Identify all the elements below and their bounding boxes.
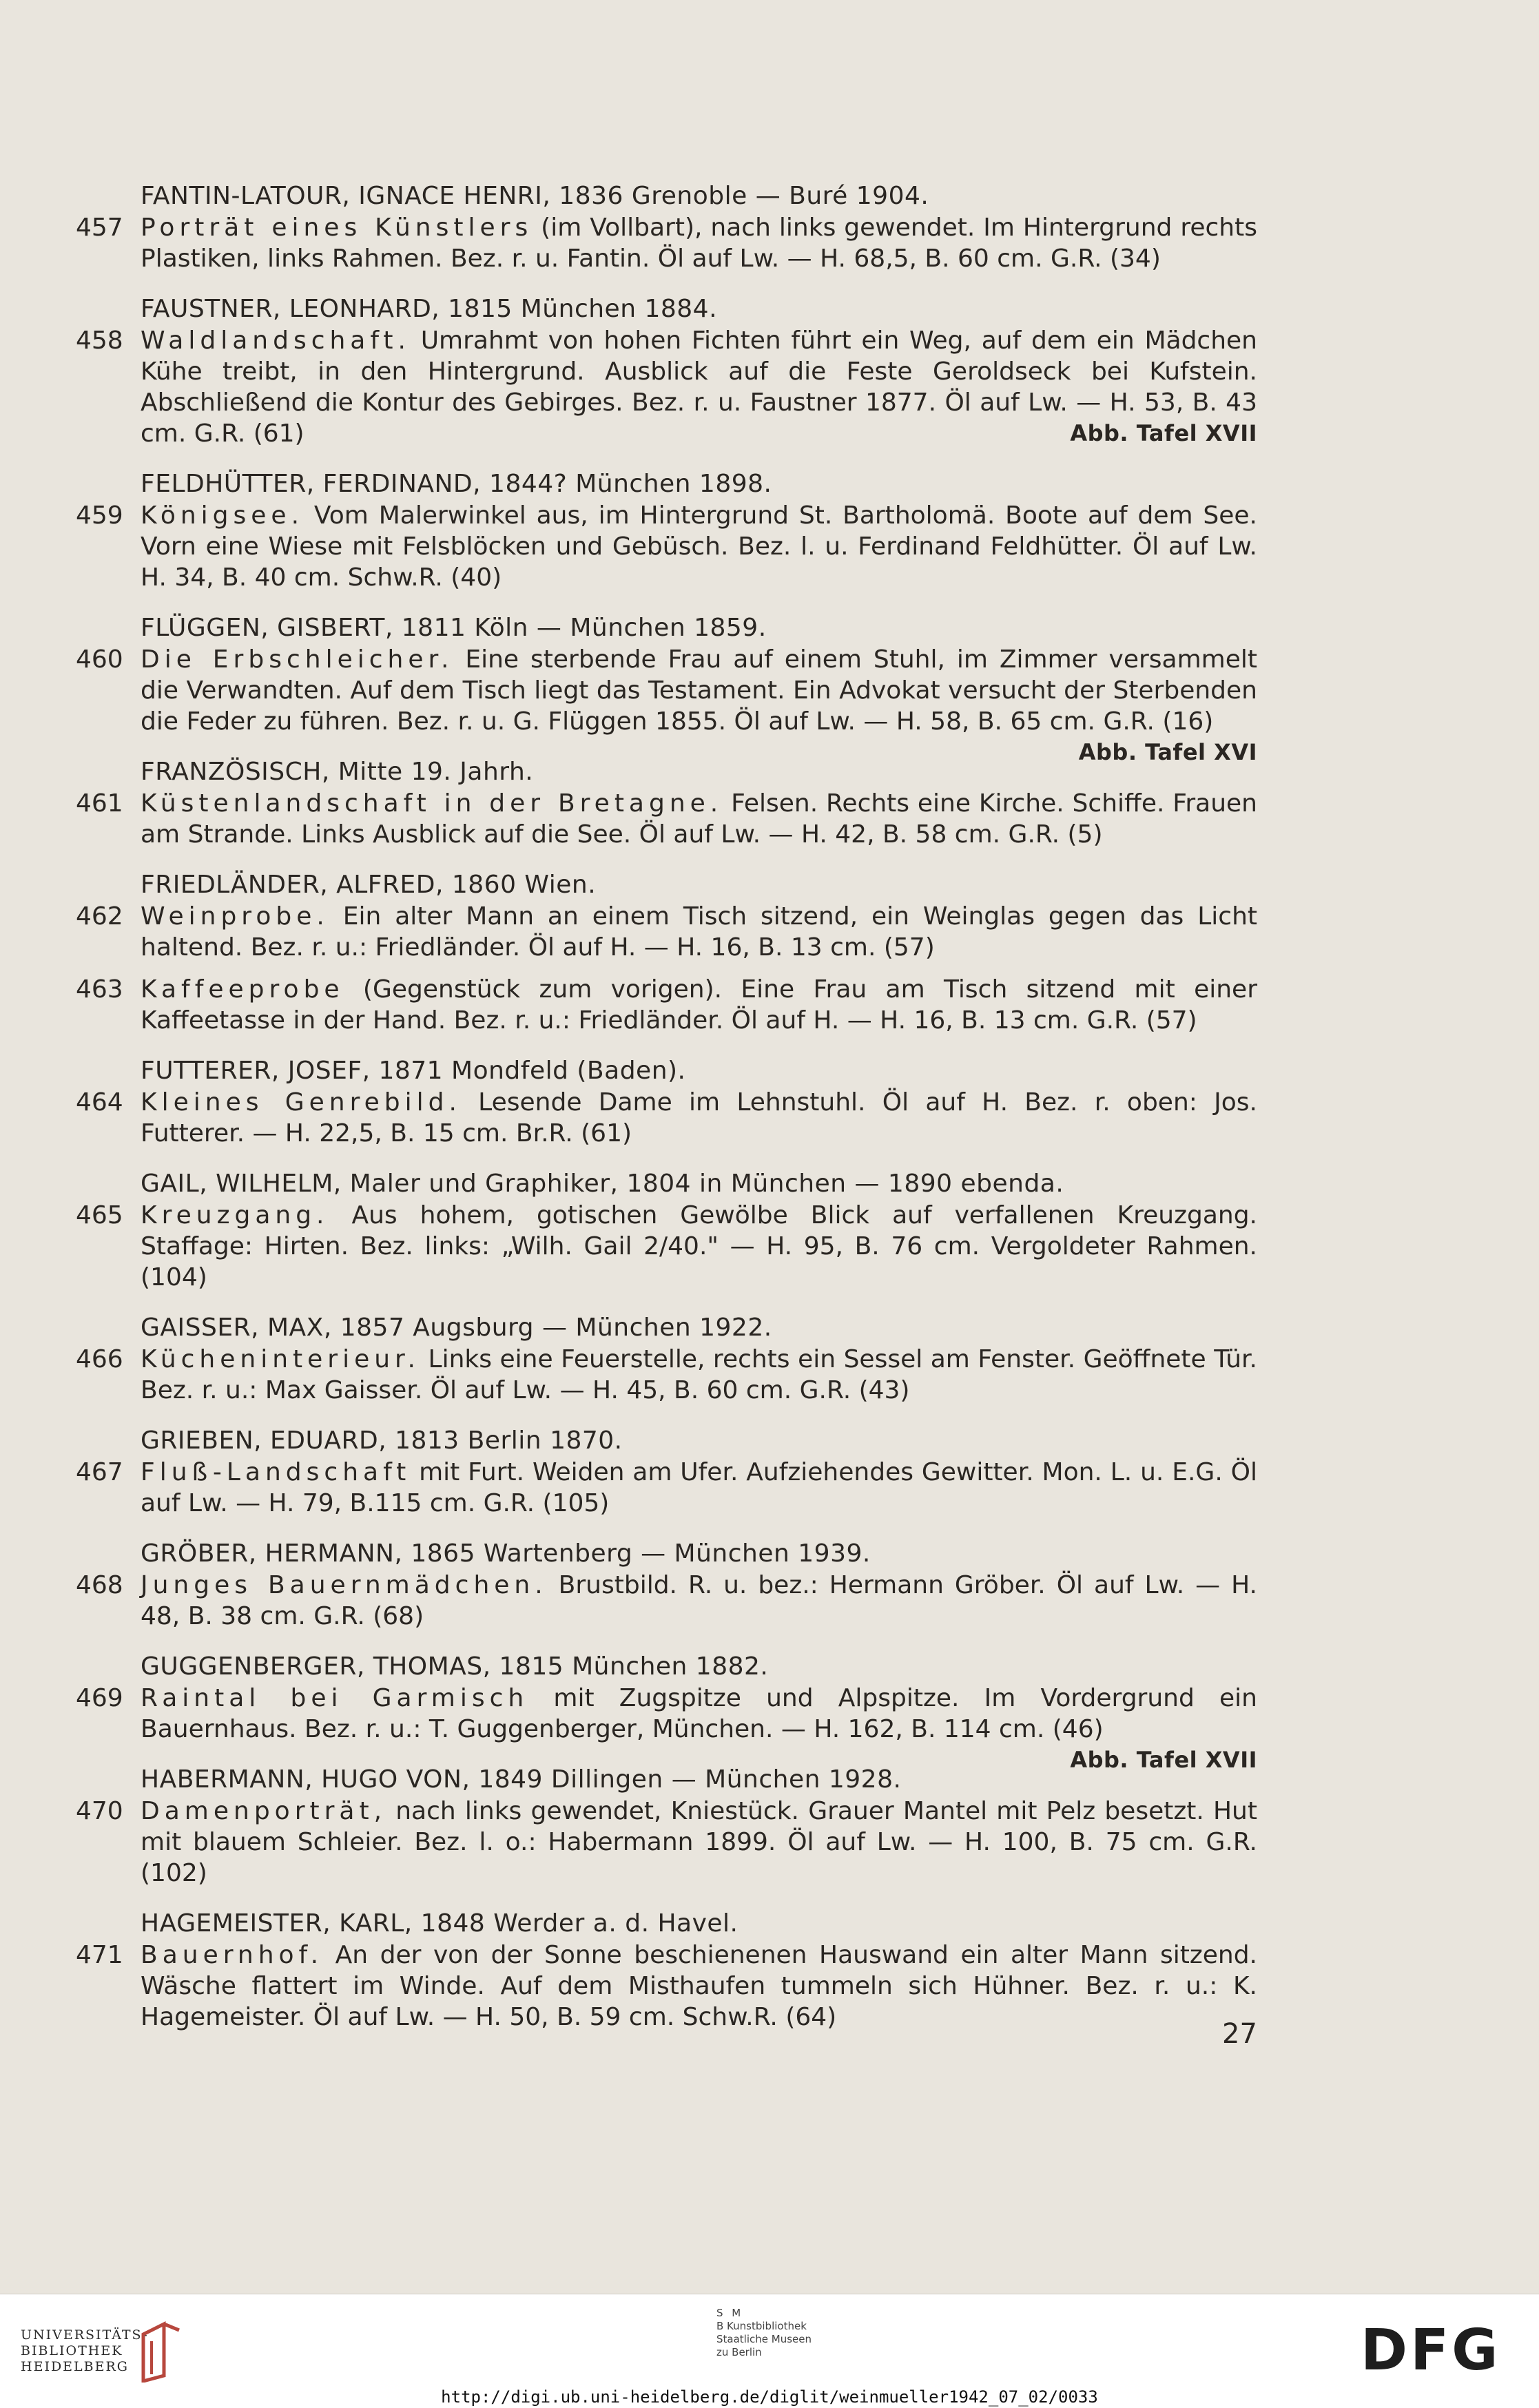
lot-number: 463 [76, 975, 123, 1004]
heidelberg-mark-icon [136, 2321, 185, 2383]
lot-title: Küstenlandschaft in der Bretagne. [141, 789, 723, 818]
artist-heading: GUGGENBERGER, THOMAS, 1815 München 1882. [141, 1652, 769, 1681]
lot-number: 466 [76, 1345, 123, 1373]
catalog-entry [76, 1538, 1257, 1632]
artist-heading: FELDHÜTTER, FERDINAND, 1844? München 1898. [141, 470, 772, 498]
lot-text: (Gegenstück zum vorigen). Eine Frau am Tisch sitzend mit einer Kaffeetasse in der Hand. Bez. r. u.: Friedländer. Öl auf H. — H. 16, B. 13 cm. G.R. (57) [141, 975, 1257, 1035]
artist-heading: GRÖBER, HERMANN, 1865 Wartenberg — München 1939. [141, 1539, 871, 1568]
page-number: 27 [1222, 2018, 1257, 2050]
plate-reference: Abb. Tafel XVII [1070, 1747, 1257, 1773]
lot-number: 461 [76, 789, 123, 818]
lot-text: mit Zugspitze und Alpspitze. Im Vordergrund ein Bauernhaus. Bez. r. u.: T. Guggenberger, München. — H. 162, B. 114 cm. (46) [141, 1684, 1257, 1743]
catalog-entry [76, 468, 1257, 593]
lot-number: 465 [76, 1201, 123, 1229]
lot-description [76, 212, 1257, 274]
lot-title: Fluß-Landschaft [141, 1458, 411, 1486]
lot-text: Umrahmt von hohen Fichten führt ein Weg, auf dem ein Mädchen Kühe treibt, in den Hintergrund. Ausblick auf die Feste Geroldseck bei Kufstein. Abschließend die Kontur des Gebirges. Bez. r. u. Faustner 1877. Öl auf Lw. — H. 53, B. 43 cm. G.R. (61) [141, 326, 1257, 448]
lot-title: Waldlandschaft. [141, 326, 411, 355]
dfg-logo[interactable]: DFG [1361, 2318, 1501, 2383]
lot-description [76, 788, 1257, 850]
lot-text: Aus hohem, gotischen Gewölbe Blick auf verfallenen Kreuzgang. Staffage: Hirten. Bez. links: „Wilh. Gail 2/40." — H. 95, B. 76 cm. Vergoldeter Rahmen. (104) [141, 1201, 1257, 1291]
sm-mark: S M [716, 2307, 744, 2319]
lot-title: Kleines Genrebild. [141, 1088, 462, 1117]
artist-heading: GAIL, WILHELM, Maler und Graphiker, 1804 in München — 1890 ebenda. [141, 1170, 1064, 1198]
catalog-entry [76, 1764, 1257, 1889]
lot-title: Kaffeeprobe [141, 975, 344, 1004]
center-logo-line: zu Berlin [716, 2346, 762, 2358]
plate-reference: Abb. Tafel XVI [1078, 739, 1257, 765]
lot-title: Kreuzgang. [141, 1201, 329, 1229]
lot-text: Brustbild. R. u. bez.: Hermann Gröber. Öl auf Lw. — H. 48, B. 38 cm. G.R. (68) [141, 1571, 1258, 1630]
artist-heading: FRANZÖSISCH, Mitte 19. Jahrh. [141, 758, 534, 786]
catalog-entry [76, 1312, 1257, 1406]
lot-number: 469 [76, 1684, 123, 1712]
lot-text: Ein alter Mann an einem Tisch sitzend, ein Weinglas gegen das Licht haltend. Bez. r. u.: Friedländer. Öl auf H. — H. 16, B. 13 cm. (57) [141, 902, 1257, 962]
lot-description [76, 500, 1257, 593]
lot-description [76, 1087, 1257, 1149]
lot-text: nach links gewendet, Kniestück. Grauer Mantel mit Pelz besetzt. Hut mit blauem Schleier. Bez. l. o.: Habermann 1899. Öl auf Lw. — H. 100, B. 75 cm. G.R. (102) [141, 1797, 1257, 1887]
catalog-entry [76, 612, 1257, 765]
lot-text: Lesende Dame im Lehnstuhl. Öl auf H. Bez. r. oben: Jos. Futterer. — H. 22,5, B. 15 cm. Br.R. (61) [141, 1088, 1258, 1148]
lot-title: Damenporträt, [141, 1797, 387, 1825]
artist-heading: FLÜGGEN, GISBERT, 1811 Köln — München 1859. [141, 614, 767, 642]
uni-logo-line: BIBLIOTHEK [21, 2343, 123, 2358]
lot-description [76, 1570, 1257, 1632]
artist-heading: HAGEMEISTER, KARL, 1848 Werder a. d. Havel. [141, 1909, 738, 1938]
lot-title: Junges Bauernmädchen. [141, 1571, 548, 1599]
artist-heading: FRIEDLÄNDER, ALFRED, 1860 Wien. [141, 871, 597, 899]
lot-title: Kücheninterieur. [141, 1345, 420, 1373]
lot-description [76, 1344, 1257, 1406]
lot-description [76, 974, 1257, 1036]
catalog-entry [76, 1651, 1257, 1773]
lot-title: Königsee. [141, 501, 304, 530]
lot-number: 470 [76, 1797, 123, 1825]
lot-text: (im Vollbart), nach links gewendet. Im Hintergrund rechts Plastiken, links Rahmen. Bez. r. u. Fantin. Öl auf Lw. — H. 68,5, B. 60 cm. G.R. (34) [141, 214, 1257, 273]
artist-heading: FAUSTNER, LEONHARD, 1815 München 1884. [141, 295, 718, 323]
lot-description [76, 1683, 1257, 1773]
lot-description [76, 901, 1257, 963]
university-library-logo[interactable] [21, 2327, 149, 2375]
lot-text: Felsen. Rechts eine Kirche. Schiffe. Frauen am Strande. Links Ausblick auf die See. Öl auf Lw. — H. 42, B. 58 cm. G.R. (5) [141, 789, 1257, 849]
catalog-entry [76, 1425, 1257, 1519]
lot-description [76, 325, 1257, 449]
lot-title: Porträt eines Künstlers [141, 214, 533, 242]
center-logo-line: Staatliche Museen [716, 2333, 812, 2345]
uni-logo-line: HEIDELBERG [21, 2359, 129, 2374]
lot-number: 471 [76, 1941, 123, 1969]
catalog-entry [76, 756, 1257, 850]
center-logo-line: B Kunstbibliothek [716, 2320, 807, 2332]
lot-number: 468 [76, 1571, 123, 1599]
lot-text: Vom Malerwinkel aus, im Hintergrund St. Bartholomä. Boote auf dem See. Vorn eine Wiese mit Felsblöcken und Gebüsch. Bez. l. u. Ferdinand Feldhütter. Öl auf Lw. H. 34, B. 40 cm. Schw.R. (40) [141, 501, 1257, 592]
catalog-entry [76, 1168, 1257, 1293]
catalog-entry [76, 869, 1257, 1036]
lot-description [76, 1200, 1257, 1293]
lot-title: Bauernhof. [141, 1941, 324, 1969]
artist-heading: FUTTERER, JOSEF, 1871 Mondfeld (Baden). [141, 1057, 686, 1085]
artist-heading: HABERMANN, HUGO VON, 1849 Dillingen — München 1928. [141, 1765, 902, 1794]
lot-description [76, 1940, 1257, 2033]
lot-text: Links eine Feuerstelle, rechts ein Sessel am Fenster. Geöffnete Tür. Bez. r. u.: Max Gaisser. Öl auf Lw. — H. 45, B. 60 cm. G.R. (43) [141, 1345, 1257, 1404]
lot-number: 458 [76, 326, 123, 355]
catalog-content [76, 180, 1257, 2033]
catalog-entry [76, 293, 1257, 449]
catalog-entry [76, 1055, 1257, 1149]
lot-description [76, 1457, 1257, 1519]
catalog-entry [76, 1908, 1257, 2033]
lot-title: Raintal bei Garmisch [141, 1684, 529, 1712]
catalog-entry [76, 180, 1257, 274]
artist-heading: GRIEBEN, EDUARD, 1813 Berlin 1870. [141, 1426, 623, 1455]
lot-title: Weinprobe. [141, 902, 329, 931]
artist-heading: FANTIN-LATOUR, IGNACE HENRI, 1836 Grenoble — Buré 1904. [141, 182, 929, 210]
lot-number: 457 [76, 214, 123, 242]
lot-number: 462 [76, 902, 123, 931]
artist-heading: GAISSER, MAX, 1857 Augsburg — München 1922. [141, 1314, 772, 1342]
lot-number: 467 [76, 1458, 123, 1486]
lot-title: Die Erbschleicher. [141, 645, 454, 674]
viewer-footer [0, 2294, 1539, 2408]
plate-reference: Abb. Tafel XVII [1070, 420, 1257, 446]
lot-number: 464 [76, 1088, 123, 1117]
lot-description [76, 1796, 1257, 1889]
permalink-url[interactable]: http://digi.ub.uni-heidelberg.de/diglit/weinmueller1942_07_02/0033 [441, 2387, 1098, 2407]
lot-number: 460 [76, 645, 123, 674]
lot-number: 459 [76, 501, 123, 530]
lot-text: An der von der Sonne beschienenen Hauswand ein alter Mann sitzend. Wäsche flattert im Winde. Auf dem Misthaufen tummeln sich Hühner. Bez. r. u.: K. Hagemeister. Öl auf Lw. — H. 50, B. 59 cm. Schw.R. (64) [141, 1941, 1257, 2031]
lot-description [76, 644, 1257, 765]
uni-logo-line: UNIVERSITÄTS- [21, 2327, 149, 2343]
kunstbibliothek-logo[interactable] [716, 2307, 812, 2359]
lot-text: Eine sterbende Frau auf einem Stuhl, im Zimmer versammelt die Verwandten. Auf dem Tisch liegt das Testament. Ein Advokat versucht der Sterbenden die Feder zu führen. Bez. r. u. G. Flüggen 1855. Öl auf Lw. — H. 58, B. 65 cm. G.R. (16) [141, 645, 1257, 736]
lot-text: mit Furt. Weiden am Ufer. Aufziehendes Gewitter. Mon. L. u. E.G. Öl auf Lw. — H. 79, B.115 cm. G.R. (105) [141, 1458, 1257, 1517]
